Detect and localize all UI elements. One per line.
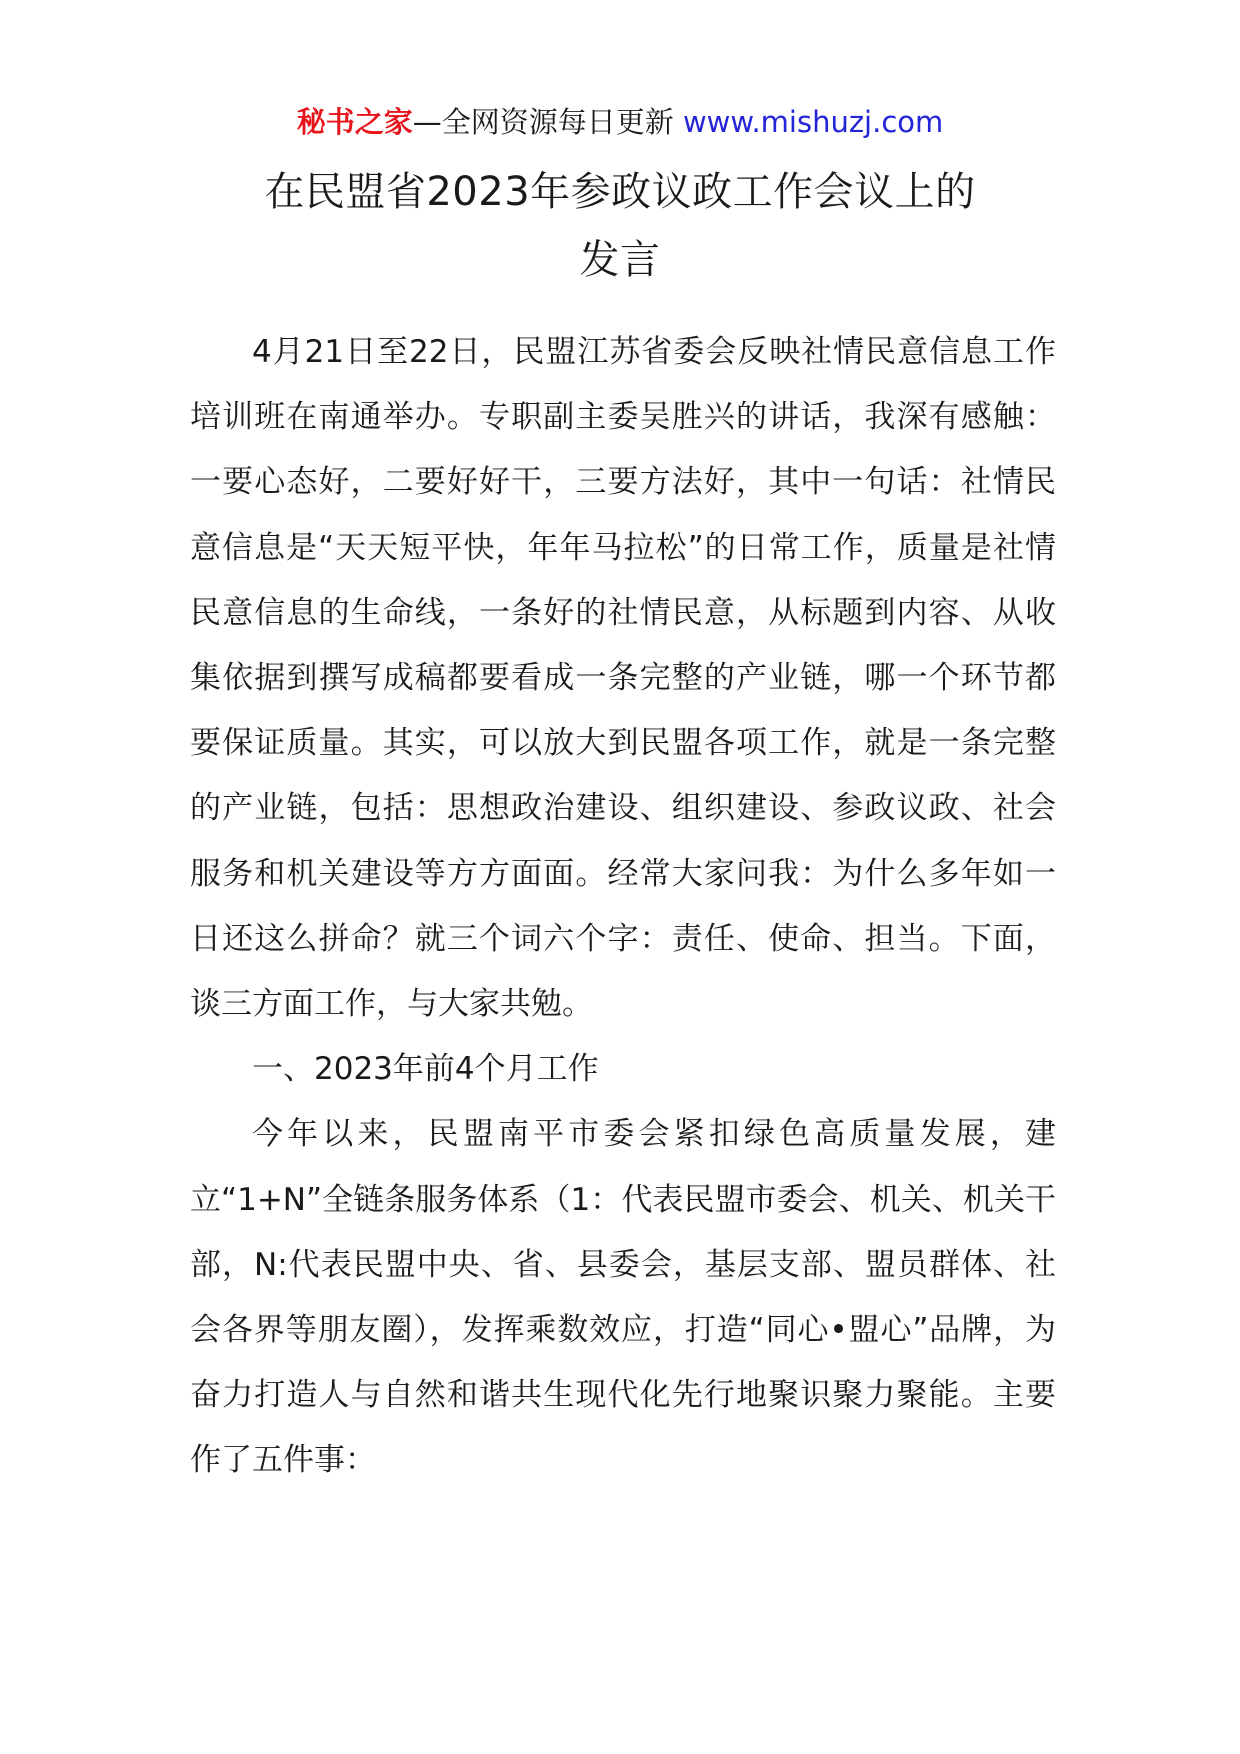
title-line-1: 在民盟省2023年参政议政工作会议上的 <box>264 169 976 215</box>
site-slogan: —全网资源每日更新 <box>412 105 674 139</box>
paragraph-intro: 4月21日至22日，民盟江苏省委会反映社情民意信息工作培训班在南通举办。专职副主委吴胜兴的讲话，我深有感触：一要心态好，二要好好干，三要方法好，其中一句话：社情民意信息是“天天短平快，年年马拉松”的日常工作，质量是社情民意信息的生命线，一条好的社情民意，从标题到内容、从收集依据到撰写成稿都要看成一条完整的产业链，哪一个环节都要保证质量。其实，可以放大到民盟各项工作，就是一条完整的产业链，包括：思想政治建设、组织建设、参政议政、社会服务和机关建设等方方面面。经常大家问我：为什么多年如一日还这么拼命？就三个词六个字：责任、使命、担当。下面，谈三方面工作，与大家共勉。 <box>190 334 1056 1023</box>
site-brand: 秘书之家 <box>296 105 413 139</box>
section-heading-1: 一、2023年前4个月工作 <box>252 1051 599 1088</box>
document-body <box>190 320 1056 1494</box>
paragraph-section-1: 今年以来，民盟南平市委会紧扣绿色高质量发展，建立“1+N”全链条服务体系（1：代表民盟市委会、机关、机关干部，N:代表民盟中央、省、县委会，基层支部、盟员群体、社会各界等朋友圈），发挥乘数效应，打造“同心•盟心”品牌，为奋力打造人与自然和谐共生现代化先行地聚识聚力聚能。主要作了五件事： <box>190 1116 1056 1479</box>
site-url-link[interactable]: www.mishuzj.com <box>682 105 944 139</box>
title-line-2: 发言 <box>579 237 661 283</box>
document-title <box>190 158 1050 294</box>
site-header <box>0 100 1240 144</box>
